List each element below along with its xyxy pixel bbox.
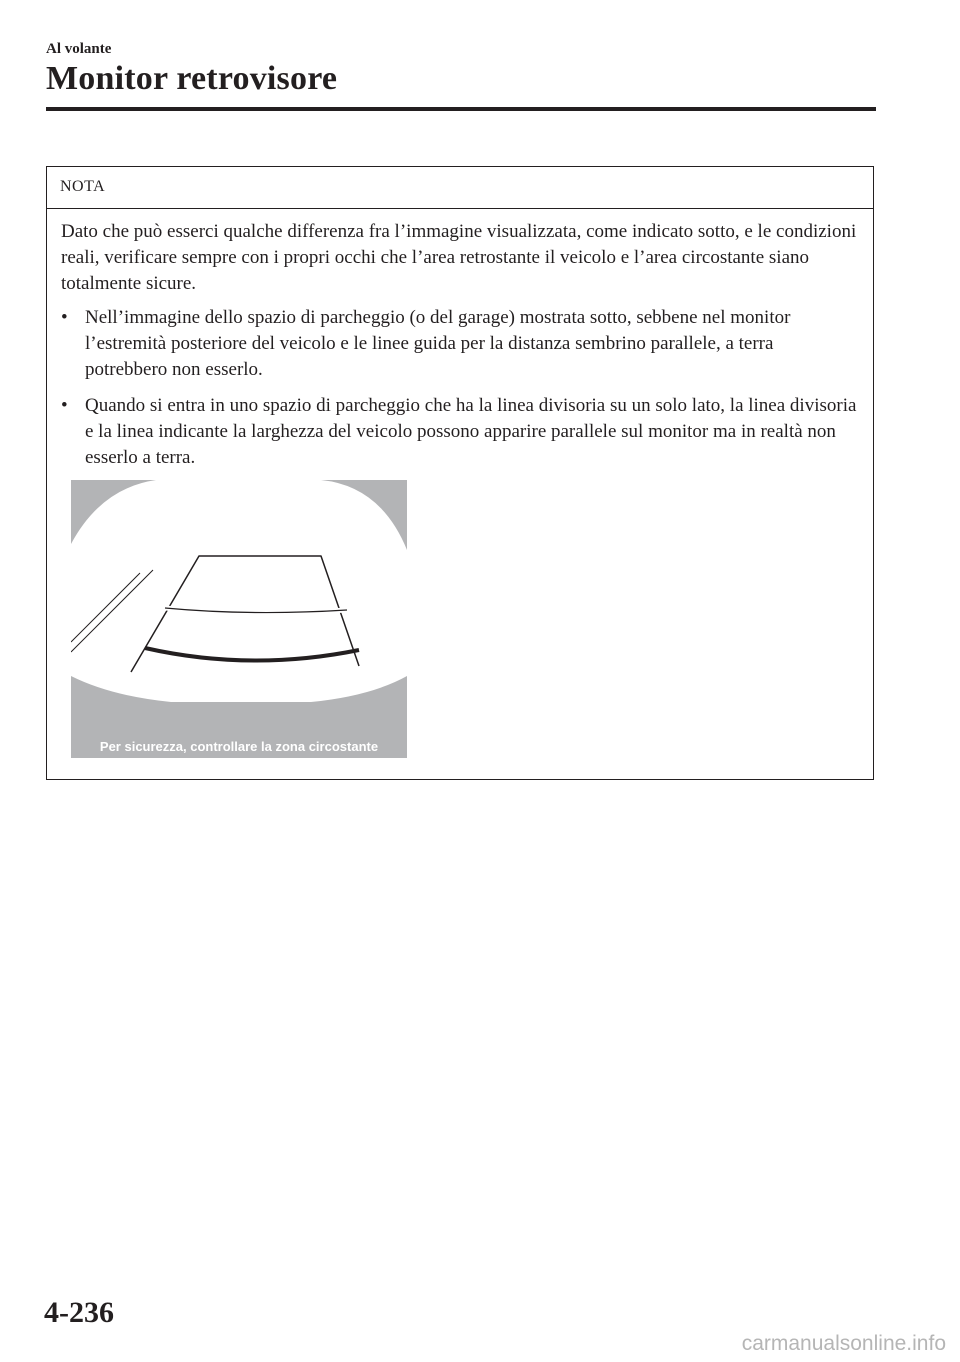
section-label: Al volante [46, 41, 112, 57]
note-heading: NOTA [47, 167, 873, 209]
page-title: Monitor retrovisore [46, 60, 338, 97]
bullet-text: Nell’immagine dello spazio di parcheggio (o del garage) mostrata sotto, sebbene nel monitor l’estremità posteriore del veicolo e le linee guida per la distanza sembrino parallele, a terra potrebbero non esserlo. [85, 307, 791, 380]
note-box [46, 166, 874, 780]
rear-monitor-illustration [71, 480, 407, 758]
note-body [47, 209, 873, 471]
parking-division-line [71, 570, 153, 652]
page-number: 4-236 [44, 1296, 114, 1329]
watermark: carmanualsonline.info [741, 1332, 946, 1355]
vehicle-rear-edge [145, 648, 359, 661]
illustration-caption: Per sicurezza, controllare la zona circostante [99, 739, 379, 754]
note-bullet-item [61, 393, 857, 471]
note-intro: Dato che può esserci qualche differenza fra l’immagine visualizzata, come indicato sotto, e le condizioni reali, verificare sempre con i propri occhi che l’area retrostante il veicolo e l’area circostante siano totalmente sicure. [61, 221, 857, 294]
note-bullet-list [61, 305, 857, 471]
note-bullet-item [61, 305, 857, 383]
bullet-text: Quando si entra in uno spazio di parcheggio che ha la linea divisoria su un solo lato, la linea divisoria e la linea indicante la larghezza del veicolo possono apparire parallele sul monitor ma in realtà non esserlo a terra. [85, 395, 857, 468]
bullet-symbol: • [61, 307, 68, 328]
monitor-frame [71, 480, 407, 758]
rear-monitor-drawing [71, 480, 407, 758]
bullet-symbol: • [61, 395, 68, 416]
title-rule [46, 107, 876, 111]
